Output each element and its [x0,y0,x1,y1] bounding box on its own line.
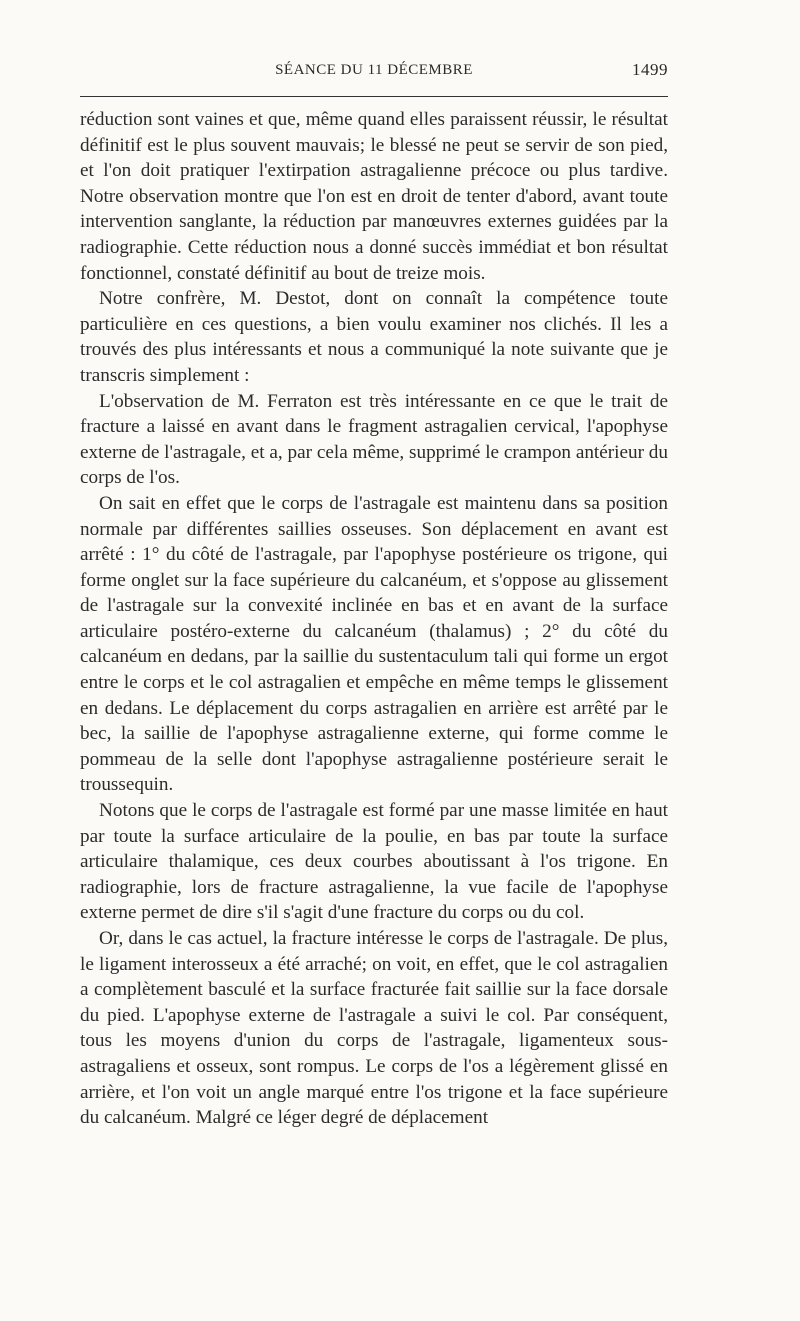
header-rule [80,96,668,97]
paragraph-2: Notre confrère, M. Destot, dont on connaît la compétence toute particulière en ces questions, a bien voulu examiner nos clichés. Il les a trouvés des plus intéressants et nous a communiqué la note suivante que je transcris simplement : [80,288,668,386]
paragraph-3: L'observation de M. Ferraton est très intéressante en ce que le trait de fracture a laissé en avant dans le fragment astragalien cervical, l'apophyse externe de l'astragale, et a, par cela même, supprimé le crampon antérieur du corps de l'os. [80,390,668,489]
running-title: SÉANCE DU 11 DÉCEMBRE [275,62,473,78]
page-number: 1499 [632,60,668,79]
paragraph-6: Or, dans le cas actuel, la fracture intéresse le corps de l'astragale. De plus, le ligament interosseux a été arraché; on voit, en effet, que le col astragalien a complètement basculé et la surface fracturée fait saillie sur la face dorsale du pied. L'apophyse externe de l'astragale a suivi le col. Par conséquent, tous les moyens d'union du corps de l'astragale, ligamenteux sous-astragaliens et osseux, sont rompus. Le corps de l'os a légèrement glissé en arrière, et l'on voit un angle marqué entre l'os trigone et la face supérieure du calcanéum. Malgré ce léger degré de déplacement [80,928,668,1129]
paragraph-1: réduction sont vaines et que, même quand elles paraissent réussir, le résultat définitif est le plus souvent mauvais; le blessé ne peut se servir de son pied, et l'on doit pratiquer l'extirpation astragalienne précoce ou plus tardive. Notre observation montre que l'on est en droit de tenter d'abord, avant toute intervention sanglante, la réduction par manœuvres externes guidées par la radiographie. Cette réduction nous a donné succès immédiat et bon résultat fonctionnel, constaté définitif au bout de treize mois. [80,109,668,284]
running-head [80,58,668,88]
page [80,58,668,1131]
body-text [80,107,668,1131]
paragraph-4: On sait en effet que le corps de l'astragale est maintenu dans sa position normale par différentes saillies osseuses. Son déplacement en avant est arrêté : 1° du côté de l'astragale, par l'apophyse postérieure os trigone, qui forme onglet sur la face supérieure du calcanéum, et s'oppose au glissement de l'astragale sur la convexité inclinée en bas et en avant de la surface articulaire postéro-externe du calcanéum (thalamus) ; 2° du côté du calcanéum en dedans, par la saillie du sustentaculum tali qui forme un ergot entre le corps et le col astragalien et empêche en même temps le glissement en dedans. Le déplacement du corps astragalien en arrière est arrêté par le bec, la saillie de l'apophyse astragalienne externe, qui forme comme le pommeau de la selle dont l'apophyse astragalienne postérieure serait le troussequin. [80,492,668,796]
paragraph-5: Notons que le corps de l'astragale est formé par une masse limitée en haut par toute la surface articulaire de la poulie, en bas par toute la surface articulaire thalamique, ces deux courbes aboutissant à l'os trigone. En radiographie, lors de fracture astragalienne, la vue facile de l'apophyse externe permet de dire s'il s'agit d'une fracture du corps ou du col. [80,800,668,924]
